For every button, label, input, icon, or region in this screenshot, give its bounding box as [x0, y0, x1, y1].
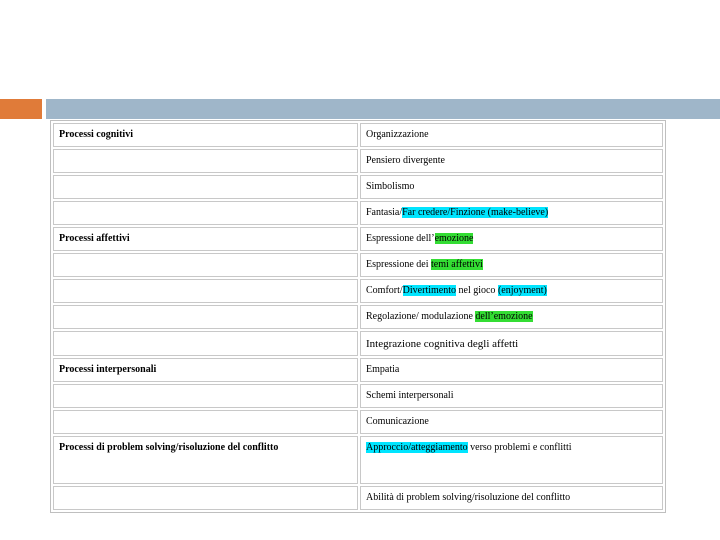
item-text: Empatia: [366, 364, 400, 375]
table-row: [53, 227, 663, 251]
row-item: [360, 410, 663, 434]
highlighted-text: (enjoyment): [497, 285, 547, 296]
row-item: [360, 384, 663, 408]
table-row: [53, 201, 663, 225]
table-row: [53, 358, 663, 382]
row-label: [53, 149, 358, 173]
row-item: [360, 253, 663, 277]
item-text: Espressione dell’: [366, 233, 435, 244]
table-row: [53, 123, 663, 147]
highlighted-text: dell’emozione: [475, 311, 533, 322]
item-text: Schemi interpersonali: [366, 390, 454, 401]
item-text: Organizzazione: [366, 129, 429, 140]
row-item: [360, 201, 663, 225]
item-text: Espressione dei: [366, 259, 431, 270]
row-item: [360, 149, 663, 173]
row-label: [53, 331, 358, 356]
highlighted-text: emozione: [434, 233, 474, 244]
item-text: Abilità di problem solving/risoluzione del conflitto: [366, 492, 571, 503]
table-row: [53, 331, 663, 356]
table-row: [53, 436, 663, 484]
item-text: Fantasia/: [366, 207, 403, 218]
table-row: [53, 149, 663, 173]
item-text: Integrazione cognitiva degli affetti: [366, 337, 519, 350]
item-text: Comunicazione: [366, 416, 429, 427]
row-item: [360, 358, 663, 382]
item-text: Simbolismo: [366, 181, 415, 192]
row-label: [53, 175, 358, 199]
row-label: [53, 201, 358, 225]
row-label: [53, 305, 358, 329]
table-row: [53, 410, 663, 434]
highlighted-text: Far credere/Finzione (make-believe): [402, 207, 549, 218]
row-label: [53, 384, 358, 408]
row-item: [360, 227, 663, 251]
row-label: Processi cognitivi: [53, 123, 358, 147]
item-text: Pensiero divergente: [366, 155, 445, 166]
table-row: [53, 486, 663, 510]
processes-table: [50, 120, 666, 513]
row-label: [53, 253, 358, 277]
table-row: [53, 253, 663, 277]
row-label: Processi interpersonali: [53, 358, 358, 382]
row-label: Processi di problem solving/risoluzione del conflitto: [53, 436, 358, 484]
row-item: [360, 486, 663, 510]
item-text: Comfort/: [366, 285, 403, 296]
row-label: [53, 279, 358, 303]
table-row: [53, 384, 663, 408]
row-item: [360, 279, 663, 303]
row-item: [360, 436, 663, 484]
table-row: [53, 305, 663, 329]
row-item: [360, 305, 663, 329]
item-text: verso problemi e conflitti: [467, 442, 572, 453]
row-label: [53, 486, 358, 510]
row-item: [360, 175, 663, 199]
row-label: [53, 410, 358, 434]
highlighted-text: Divertimento: [402, 285, 456, 296]
item-text: nel gioco: [456, 285, 498, 296]
accent-bar-orange: [0, 99, 42, 119]
item-text: Regolazione/ modulazione: [366, 311, 476, 322]
highlighted-text: temi affettivi: [431, 259, 483, 270]
row-item: [360, 331, 663, 356]
row-item: [360, 123, 663, 147]
table-row: [53, 175, 663, 199]
highlighted-text: Approccio/atteggiamento: [366, 442, 468, 453]
accent-bar-blue: [46, 99, 720, 119]
table-row: [53, 279, 663, 303]
row-label: Processi affettivi: [53, 227, 358, 251]
